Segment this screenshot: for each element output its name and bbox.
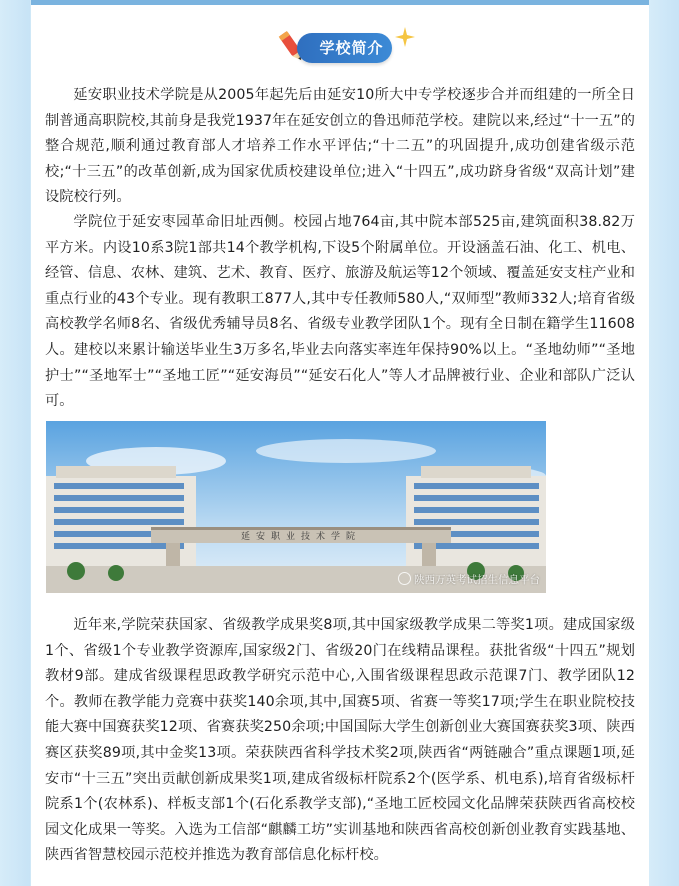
- intro-paragraph: 延安职业技术学院是从2005年起先后由延安10所大中专学校逐步合并而组建的一所全日制普通高职院校,其前身是我党1937年在延安创立的鲁迅师范学校。建院以来,经过“十一五”的整合规范,顺利通过教育部人才培养工作水平评估;“十二五”的巩固提升,成功创建省级示范校;“十三五”的改革创新,成为国家优质校建设单位;进入“十四五”,成功跻身省级“双高计划”建设院校行列。: [45, 87, 635, 206]
- watermark-text: 陕西万英考试招生信息平台: [414, 574, 540, 586]
- sparkle-icon: [395, 27, 415, 47]
- campus-gate-illustration: [46, 421, 546, 593]
- right-background-stripe: [649, 0, 679, 886]
- watermark-logo-icon: [398, 572, 411, 585]
- campus-photo: [46, 421, 546, 593]
- section-header: [277, 27, 417, 67]
- section-title-badge: [297, 33, 392, 63]
- campus-paragraph: 学院位于延安枣园革命旧址西侧。校园占地764亩,其中院本部525亩,建筑面积38.82万平方米。内设10系3院1部共14个教学机构,下设5个附属单位。开设涵盖石油、化工、机电、经管、信息、农林、建筑、艺术、教育、医疗、旅游及航运等12个领域、覆盖延安支柱产业和重点行业的43个专业。现有教职工877人,其中专任教师580人,“双师型”教师332人;培育省级高校教学名师8名、省级优秀辅导员8名、省级专业教学团队1个。现有全日制在籍学生11608人。建校以来累计输送毕业生3万多名,毕业去向落实率连年保持90%以上。“圣地幼师”“圣地护士”“圣地军士”“圣地工匠”“延安海员”“延安石化人”等人才品牌被行业、企业和部队广泛认可。: [45, 214, 635, 410]
- achievements-paragraph: 近年来,学院荣获国家、省级教学成果奖8项,其中国家级教学成果二等奖1项。建成国家级1个、省级1个专业教学资源库,国家级2门、省级20门在线精品课程。获批省级“十四五”规划教材9部。建成省级课程思政教学研究示范中心,入围省级课程思政示范课7门、教学团队12个。教师在教学能力竞赛中获奖140余项,其中,国赛5项、省赛一等奖17项;学生在职业院校技能大赛中国赛获奖12项、省赛获奖250余项;中国国际大学生创新创业大赛国赛获奖3项、陕西赛区获奖89项,其中金奖13项。荣获陕西省科学技术奖2项,陕西省“两链融合”重点课题1项,延安市“十三五”突出贡献创新成果奖1项,建成省级标杆院系2个(医学系、机电系),培育省级标杆院系1个(农林系)、样板支部1个(石化系教学支部),“圣地工匠校园文化品牌荣获陕西省高校校园文化成果一等奖。入选为工信部“麒麟工坊”实训基地和陕西省高校创新创业教育实践基地、陕西省智慧校园示范校并推选为教育部信息化标杆校。: [45, 617, 635, 864]
- gate-sign: 延安职业技术学院: [240, 532, 362, 542]
- photo-watermark: [398, 572, 540, 587]
- section-title: 学校简介: [319, 39, 384, 57]
- left-background-stripe: [0, 0, 30, 886]
- article-card: [31, 0, 649, 886]
